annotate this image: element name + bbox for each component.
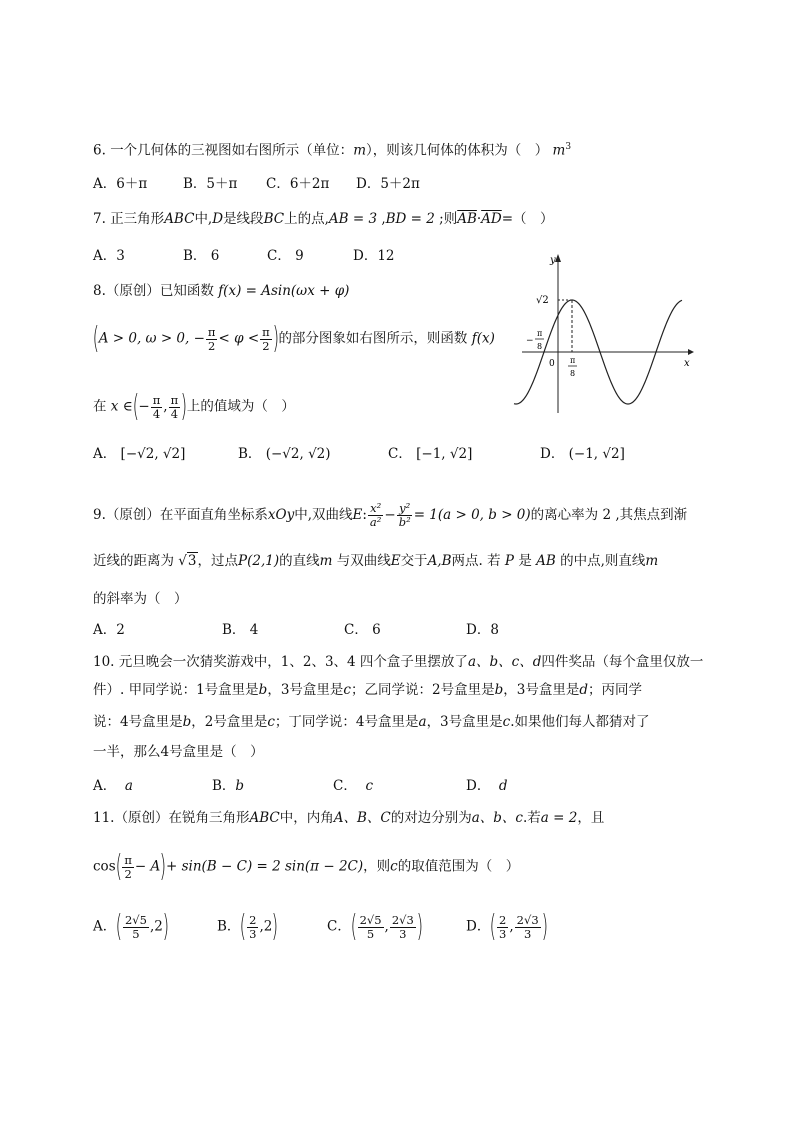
q8-option-b[interactable]: B． (−√2, √2) bbox=[238, 446, 331, 462]
q11-option-a[interactable]: A．( $\frac{2√5}{5}$ ,2) bbox=[93, 909, 169, 944]
q7-option-a[interactable]: A．3 bbox=[93, 248, 125, 264]
q6-stem: 6. 一个几何体的三视图如右图所示（单位：m），则该几何体的体积为（ ） $m^3$ bbox=[93, 142, 572, 159]
q11-option-c[interactable]: C．( $\frac{2√5}{5}$ , $\frac{2√3}{3}$ ) bbox=[327, 909, 423, 944]
q7-option-b[interactable]: B． 6 bbox=[183, 248, 220, 264]
q11-stem-line1: 11.（原创）在锐角三角形ABC中，内角A、B、C的对边分别为a、b、c.若a = 2，且 bbox=[93, 810, 605, 826]
q11-stem-line2: cos( $\frac{\pi}{2}$ − A)+ sin(B − C) = 2 sin(π − 2C)，则c的取值范围为（ ） bbox=[93, 849, 520, 884]
neg-tick-num: π bbox=[537, 329, 543, 338]
q7-stem: 7. 正三角形ABC中,D是线段BC上的点,AB = 3 ,BD = 2 ;则$\overline{AB}\cdot\overline{AD}=$（ ） bbox=[93, 211, 554, 227]
origin-label: 0 bbox=[549, 359, 555, 369]
q11-option-b[interactable]: B．( $\frac{2}{3}$ ,2) bbox=[217, 909, 279, 944]
q10-option-a[interactable]: A． a bbox=[93, 778, 133, 794]
y-axis-label: y bbox=[550, 255, 556, 266]
vector-ab: $\overline{AB}$ bbox=[457, 211, 477, 227]
vector-ad: $\overline{AD}$ bbox=[481, 211, 502, 227]
q9-option-b[interactable]: B． 4 bbox=[222, 622, 259, 638]
q9-option-c[interactable]: C． 6 bbox=[344, 622, 381, 638]
q6-option-c[interactable]: C．6＋2π bbox=[266, 176, 330, 192]
q10-stem-line4: 一半，那么4号盒里是（ ） bbox=[93, 744, 264, 760]
q8-option-d[interactable]: D． (−1, √2] bbox=[540, 446, 625, 462]
q11-option-d[interactable]: D．( $\frac{2}{3}$ , $\frac{2√3}{3}$ ) bbox=[466, 909, 548, 944]
y-tick-sqrt2: √2 bbox=[536, 295, 549, 306]
q9-stem-line3: 的斜率为（ ） bbox=[93, 591, 188, 607]
q7-option-c[interactable]: C． 9 bbox=[267, 248, 304, 264]
sine-graph bbox=[512, 248, 697, 418]
neg-tick-den: 8 bbox=[537, 342, 543, 351]
x-axis-label: x bbox=[684, 358, 690, 369]
pos-tick-num: π bbox=[570, 356, 576, 365]
q10-option-d[interactable]: D． d bbox=[466, 778, 508, 794]
q10-option-b[interactable]: B．b bbox=[212, 778, 245, 794]
q10-stem-line1: 10. 元旦晚会一次猜奖游戏中，1、2、3、4 四个盒子里摆放了a、b、c、d四件奖品（每个盒里仅放一 bbox=[93, 654, 704, 670]
q6-option-d[interactable]: D．5＋2π bbox=[356, 176, 420, 192]
q6-option-b[interactable]: B．5＋π bbox=[183, 176, 238, 192]
neg-tick-sign: − bbox=[526, 336, 534, 346]
pos-tick-den: 8 bbox=[570, 369, 576, 378]
x-axis-arrow bbox=[688, 349, 694, 355]
q6-option-a[interactable]: A．6＋π bbox=[93, 176, 148, 192]
q9-stem-line1: 9.（原创）在平面直角坐标系xOy中,双曲线E: $\frac{\text{x²}}{\text{a²}}$ − $\frac{\text{y²}}{\text{b²}}$ = 1(a > 0, b > 0)的离心率为 2 ,其焦点到渐 bbox=[93, 501, 688, 529]
q8-stem-line2: (A > 0, ω > 0, − $\frac{\pi}{2}$ < φ < $\frac{\pi}{2}$ )的部分图象如右图所示，则函数 f(x) bbox=[92, 321, 495, 356]
q10-option-c[interactable]: C． c bbox=[333, 778, 373, 794]
q7-option-d[interactable]: D．12 bbox=[353, 248, 395, 264]
q9-option-d[interactable]: D．8 bbox=[466, 622, 499, 638]
q10-stem-line3: 说：4号盒里是b，2号盒里是c；丁同学说：4号盒里是a，3号盒里是c.如果他们每人都猜对了 bbox=[93, 714, 650, 730]
q8-option-a[interactable]: A． [−√2, √2] bbox=[93, 446, 186, 462]
q10-stem-line2: 件）. 甲同学说：1号盒里是b，3号盒里是c；乙同学说：2号盒里是b，3号盒里是d；丙同学 bbox=[93, 682, 642, 698]
q9-stem-line2: 近线的距离为 √3，过点P(2,1)的直线m 与双曲线E交于A,B两点. 若 P 是 AB 的中点,则直线m bbox=[93, 553, 659, 569]
q8-option-c[interactable]: C． [−1, √2] bbox=[388, 446, 473, 462]
y-axis-arrow bbox=[555, 254, 561, 262]
q8-stem-line3: 在 x ∈(− $\frac{\pi}{4}$ , $\frac{\pi}{4}$ )上的值域为（ ） bbox=[93, 389, 295, 424]
q9-option-a[interactable]: A．2 bbox=[93, 622, 125, 638]
q8-stem-line1: 8.（原创）已知函数 f(x) = Asin(ωx + φ) bbox=[93, 283, 350, 299]
